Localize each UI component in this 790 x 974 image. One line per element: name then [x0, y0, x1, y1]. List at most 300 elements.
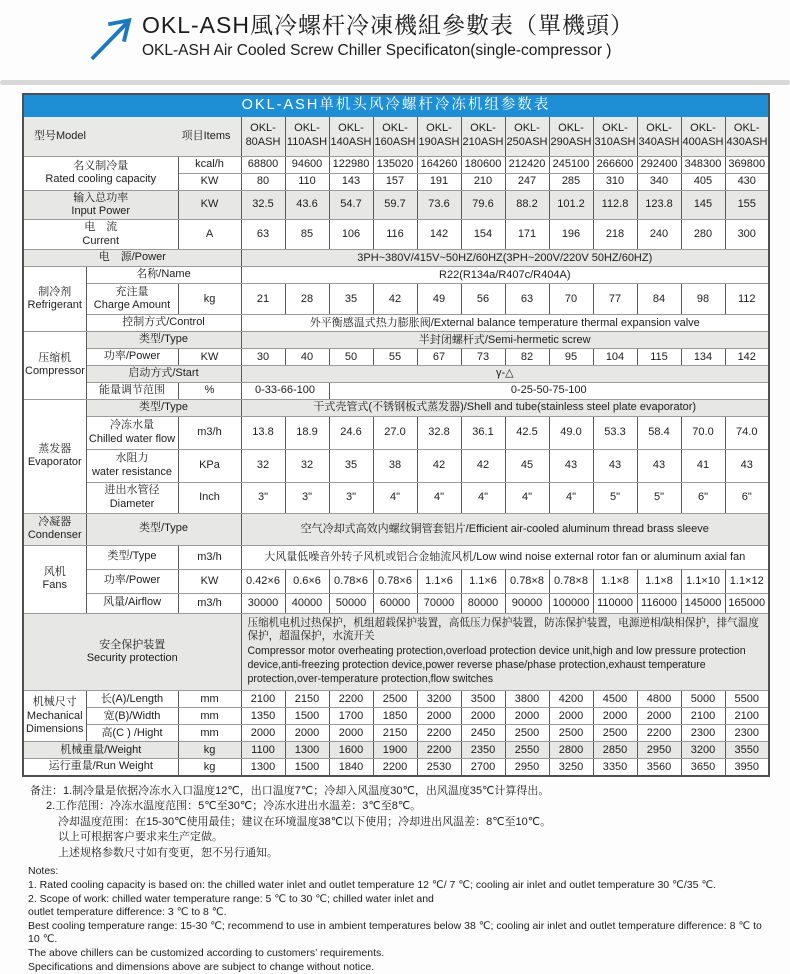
chilled-water-flow-row — [23, 416, 769, 449]
width-value-7: 2000 — [549, 708, 593, 725]
security-protection-value-0: 压缩机电机过热保护，机组超载保护装置，高低压力保护装置，防冻保护装置，电源逆相/缺相保护，排气温度保护，超温保护，水流开关 Compressor motor overheating protection,overload protection device unit,high and low pressure protection device,anti-freezing protection device,power reverse phase/phase protection,exhaust temperature protection,over-temperature protection,flow switches — [241, 613, 769, 691]
water-resistance-label: 水阻力 water resistance — [86, 449, 178, 482]
evaporator-type-value-0: 干式壳管式(不锈钢板式蒸发器)/Shell and tube(stainless steel plate evaporator) — [241, 399, 769, 416]
width-value-1: 1500 — [285, 708, 329, 725]
run-weight-row — [23, 759, 769, 776]
current-value-10: 280 — [681, 220, 725, 250]
pipe-diameter-label: 进出水管径 Diameter — [86, 482, 178, 513]
fan-power-value-0: 0.42×6 — [241, 569, 285, 593]
length-value-0: 2100 — [241, 691, 285, 708]
note-line-en: Notes: — [28, 865, 59, 878]
rated-capacity-kcal-value-10: 348300 — [681, 156, 725, 173]
water-resistance-value-6: 45 — [505, 449, 549, 482]
length-value-11: 5500 — [725, 691, 769, 708]
fan-power-value-10: 1.1×10 — [681, 569, 725, 593]
compressor-start-value-0: γ-△ — [241, 366, 769, 382]
length-label: 长(A)/Length — [86, 691, 178, 708]
input-power-value-1: 43.6 — [285, 190, 329, 220]
compressor-power-value-6: 82 — [505, 349, 549, 366]
energy-adjust-range-unit: % — [178, 382, 241, 399]
model-header-110ash: OKL- 110ASH — [285, 116, 329, 156]
refrigerant-control-value-0: 外平衡感温式热力膨胀阀/External balance temperature thermal expansion valve — [241, 315, 769, 332]
rated-capacity-kw-value-4: 191 — [417, 173, 461, 190]
rated-capacity-kcal-row — [23, 156, 769, 173]
notes-english — [0, 861, 790, 974]
airflow-value-4: 70000 — [417, 593, 461, 613]
refrigerant-charge-value-10: 98 — [681, 284, 725, 315]
table-banner: OKL-ASH单机头风冷螺杆冷冻机组参数表 — [23, 94, 769, 116]
chilled-water-flow-value-5: 36.1 — [461, 416, 505, 449]
weight-label: 机械重量/Weight — [23, 742, 178, 759]
input-power-value-6: 88.2 — [505, 190, 549, 220]
refrigerant-charge-value-6: 63 — [505, 284, 549, 315]
spec-table — [22, 93, 770, 777]
weight-value-5: 2350 — [461, 742, 505, 759]
water-resistance-row — [23, 449, 769, 482]
airflow-unit: m3/h — [178, 593, 241, 613]
rated-capacity-kw-value-11: 430 — [725, 173, 769, 190]
power-source-row — [23, 250, 769, 267]
model-header-250ash: OKL- 250ASH — [505, 116, 549, 156]
weight-value-11: 3550 — [725, 742, 769, 759]
rated-capacity-kcal-value-3: 135020 — [373, 156, 417, 173]
refrigerant-control-row — [23, 315, 769, 332]
water-resistance-value-9: 43 — [637, 449, 681, 482]
fan-type-value-0: 大风量低噪音外转子风机或铝合金轴流风机/Low wind noise external rotor fan or aluminum axial fan — [241, 545, 769, 569]
weight-value-9: 2950 — [637, 742, 681, 759]
note-line-en: Best cooling temperature range: 15-30 ℃; recommend to use in ambient temperatures below 38 ℃; cooling air inlet and outlet temperature difference: 8 ℃ to 10 ℃. — [28, 919, 762, 946]
airflow-value-6: 90000 — [505, 593, 549, 613]
length-row — [23, 691, 769, 708]
airflow-value-0: 30000 — [241, 593, 285, 613]
fan-power-value-3: 0.78×6 — [373, 569, 417, 593]
weight-value-6: 2550 — [505, 742, 549, 759]
height-value-9: 2200 — [637, 725, 681, 742]
refrigerant-charge-label: 充注量 Charge Amount — [86, 284, 178, 315]
refrigerant-control-label: 控制方式/Control — [86, 315, 241, 332]
airflow-value-3: 60000 — [373, 593, 417, 613]
compressor-type-group: 压缩机 Compressor — [23, 332, 86, 399]
compressor-power-label: 功率/Power — [86, 349, 178, 366]
fan-power-unit: KW — [178, 569, 241, 593]
input-power-value-3: 59.7 — [373, 190, 417, 220]
security-protection-label: 安全保护装置 Security protection — [23, 613, 241, 691]
width-unit: mm — [178, 708, 241, 725]
fan-type-unit: m3/h — [178, 545, 241, 569]
pipe-diameter-value-1: 3" — [285, 482, 329, 513]
compressor-power-row — [23, 349, 769, 366]
height-value-7: 2500 — [549, 725, 593, 742]
notes-chinese — [0, 777, 790, 862]
height-label: 高(C ) /Hight — [86, 725, 178, 742]
fan-power-value-5: 1.1×6 — [461, 569, 505, 593]
pipe-diameter-value-6: 4" — [505, 482, 549, 513]
pipe-diameter-value-8: 5" — [593, 482, 637, 513]
page-subtitle: OKL-ASH Air Cooled Screw Chiller Specificaton(single-compressor ) — [142, 42, 612, 59]
run-weight-unit: kg — [178, 759, 241, 776]
refrigerant-charge-value-3: 42 — [373, 284, 417, 315]
airflow-value-9: 116000 — [637, 593, 681, 613]
length-value-7: 4200 — [549, 691, 593, 708]
input-power-value-5: 79.6 — [461, 190, 505, 220]
width-value-0: 1350 — [241, 708, 285, 725]
evaporator-type-row — [23, 399, 769, 416]
rated-capacity-kw-unit: KW — [178, 173, 241, 190]
refrigerant-charge-value-7: 70 — [549, 284, 593, 315]
current-value-3: 116 — [373, 220, 417, 250]
model-header-140ash: OKL- 140ASH — [329, 116, 373, 156]
weight-value-1: 1300 — [285, 742, 329, 759]
weight-value-4: 2200 — [417, 742, 461, 759]
rated-capacity-kcal-value-2: 122980 — [329, 156, 373, 173]
pipe-diameter-value-11: 6" — [725, 482, 769, 513]
input-power-value-7: 101.2 — [549, 190, 593, 220]
chilled-water-flow-value-10: 70.0 — [681, 416, 725, 449]
input-power-value-0: 32.5 — [241, 190, 285, 220]
condenser-type-row — [23, 513, 769, 545]
compressor-type-label: 类型/Type — [86, 332, 241, 349]
fan-power-value-6: 0.78×8 — [505, 569, 549, 593]
current-label: 电 流 Current — [23, 220, 178, 250]
model-header-290ash: OKL- 290ASH — [549, 116, 593, 156]
model-header-310ash: OKL- 310ASH — [593, 116, 637, 156]
condenser-type-label: 类型/Type — [86, 513, 241, 545]
compressor-start-label: 启动方式/Start — [86, 366, 241, 382]
fan-power-value-2: 0.78×6 — [329, 569, 373, 593]
water-resistance-value-5: 42 — [461, 449, 505, 482]
run-weight-value-2: 1840 — [329, 759, 373, 776]
water-resistance-value-0: 32 — [241, 449, 285, 482]
current-value-1: 85 — [285, 220, 329, 250]
pipe-diameter-unit: Inch — [178, 482, 241, 513]
fan-power-value-4: 1.1×6 — [417, 569, 461, 593]
length-value-8: 4500 — [593, 691, 637, 708]
current-value-8: 218 — [593, 220, 637, 250]
refrigerant-charge-unit: kg — [178, 284, 241, 315]
width-value-11: 2100 — [725, 708, 769, 725]
rated-capacity-kw-value-7: 285 — [549, 173, 593, 190]
length-value-3: 2500 — [373, 691, 417, 708]
model-header-190ash: OKL- 190ASH — [417, 116, 461, 156]
water-resistance-value-3: 38 — [373, 449, 417, 482]
water-resistance-value-7: 43 — [549, 449, 593, 482]
fan-power-value-7: 0.78×8 — [549, 569, 593, 593]
rated-capacity-kcal-value-11: 369800 — [725, 156, 769, 173]
refrigerant-name-row — [23, 267, 769, 284]
current-value-6: 171 — [505, 220, 549, 250]
water-resistance-value-11: 43 — [725, 449, 769, 482]
corner-model-label: 型号Model — [34, 129, 86, 142]
water-resistance-value-4: 42 — [417, 449, 461, 482]
airflow-label: 风量/Airflow — [86, 593, 178, 613]
pipe-diameter-value-9: 5" — [637, 482, 681, 513]
refrigerant-charge-value-11: 112 — [725, 284, 769, 315]
current-value-0: 63 — [241, 220, 285, 250]
model-header-80ash: OKL- 80ASH — [241, 116, 285, 156]
compressor-type-row — [23, 332, 769, 349]
page-title: OKL-ASH風冷螺杆冷凍機組參數表（單機頭） — [142, 12, 634, 38]
chilled-water-flow-value-2: 24.6 — [329, 416, 373, 449]
note-line-en: outlet temperature difference: 3 ℃ to 8 ℃. — [28, 906, 227, 919]
note-line-en: The above chillers can be customized according to customers’ requirements. — [28, 946, 385, 959]
airflow-value-7: 100000 — [549, 593, 593, 613]
run-weight-value-8: 3350 — [593, 759, 637, 776]
refrigerant-charge-value-4: 49 — [417, 284, 461, 315]
weight-value-3: 1900 — [373, 742, 417, 759]
height-value-6: 2500 — [505, 725, 549, 742]
height-value-3: 2150 — [373, 725, 417, 742]
chilled-water-flow-value-11: 74.0 — [725, 416, 769, 449]
pipe-diameter-value-4: 4" — [417, 482, 461, 513]
chilled-water-flow-value-9: 58.4 — [637, 416, 681, 449]
refrigerant-charge-value-5: 56 — [461, 284, 505, 315]
rated-capacity-kw-value-6: 247 — [505, 173, 549, 190]
height-value-1: 2000 — [285, 725, 329, 742]
input-power-value-2: 54.7 — [329, 190, 373, 220]
refrigerant-charge-value-0: 21 — [241, 284, 285, 315]
run-weight-value-9: 3560 — [637, 759, 681, 776]
model-header-210ash: OKL- 210ASH — [461, 116, 505, 156]
current-value-11: 300 — [725, 220, 769, 250]
input-power-value-10: 145 — [681, 190, 725, 220]
spec-table-wrap — [0, 85, 790, 777]
height-value-8: 2500 — [593, 725, 637, 742]
airflow-value-5: 80000 — [461, 593, 505, 613]
power-source-label: 电 源/Power — [23, 250, 241, 267]
chilled-water-flow-label: 冷冻水量 Chilled water flow — [86, 416, 178, 449]
compressor-power-unit: KW — [178, 349, 241, 366]
energy-adjust-range-value-0: 0-33-66-100 — [241, 382, 329, 399]
input-power-value-9: 123.8 — [637, 190, 681, 220]
compressor-power-value-9: 115 — [637, 349, 681, 366]
length-unit: mm — [178, 691, 241, 708]
airflow-value-8: 110000 — [593, 593, 637, 613]
rated-capacity-kw-value-10: 405 — [681, 173, 725, 190]
chilled-water-flow-value-0: 13.8 — [241, 416, 285, 449]
condenser-type-group: 冷凝器 Condenser — [23, 513, 86, 545]
length-value-1: 2150 — [285, 691, 329, 708]
rated-capacity-kcal-value-0: 68800 — [241, 156, 285, 173]
current-unit: A — [178, 220, 241, 250]
rated-capacity-kw-value-1: 110 — [285, 173, 329, 190]
note-line-zh: 冷却温度范围：在15-30℃使用最佳；建议在环境温度38℃以下使用；冷却进出风温差：8℃至10℃。 — [58, 815, 552, 828]
note-line-zh: 2.工作范围：冷冻水温度范围：5℃至30℃；冷冻水进出水温差：3℃至8℃。 — [46, 800, 422, 813]
condenser-type-value-0: 空气冷却式高效内螺纹铜管套铝片/Efficient air-cooled aluminum thread brass sleeve — [241, 513, 769, 545]
fan-power-row — [23, 569, 769, 593]
run-weight-value-5: 2700 — [461, 759, 505, 776]
refrigerant-charge-value-8: 77 — [593, 284, 637, 315]
compressor-type-value-0: 半封闭螺杆式/Semi-hermetic screw — [241, 332, 769, 349]
model-items-corner-cell — [23, 116, 241, 156]
run-weight-value-3: 2200 — [373, 759, 417, 776]
height-unit: mm — [178, 725, 241, 742]
input-power-unit: KW — [178, 190, 241, 220]
refrigerant-charge-row — [23, 284, 769, 315]
pipe-diameter-value-7: 4" — [549, 482, 593, 513]
compressor-start-row — [23, 366, 769, 382]
height-value-4: 2200 — [417, 725, 461, 742]
run-weight-value-7: 3250 — [549, 759, 593, 776]
compressor-power-value-1: 40 — [285, 349, 329, 366]
current-value-9: 240 — [637, 220, 681, 250]
length-value-4: 3200 — [417, 691, 461, 708]
refrigerant-charge-value-2: 35 — [329, 284, 373, 315]
compressor-power-value-3: 55 — [373, 349, 417, 366]
rated-capacity-kw-value-5: 210 — [461, 173, 505, 190]
pipe-diameter-value-0: 3" — [241, 482, 285, 513]
energy-adjust-range-value-1: 0-25-50-75-100 — [329, 382, 769, 399]
model-header-340ash: OKL- 340ASH — [637, 116, 681, 156]
water-resistance-unit: KPa — [178, 449, 241, 482]
pipe-diameter-value-2: 3" — [329, 482, 373, 513]
current-value-5: 154 — [461, 220, 505, 250]
model-header-430ash: OKL- 430ASH — [725, 116, 769, 156]
corner-items-label: 项目Items — [181, 129, 231, 142]
arrow-up-right-icon — [84, 12, 136, 66]
refrigerant-name-value-0: R22(R134a/R407c/R404A) — [241, 267, 769, 284]
height-value-5: 2450 — [461, 725, 505, 742]
weight-value-7: 2800 — [549, 742, 593, 759]
note-line-zh: 备注：1.制冷量是依据冷冻水入口温度12℃，出口温度7℃；冷却入风温度30℃，出风温度35℃计算得出。 — [30, 784, 550, 797]
airflow-value-11: 165000 — [725, 593, 769, 613]
pipe-diameter-row — [23, 482, 769, 513]
current-value-2: 106 — [329, 220, 373, 250]
weight-value-8: 2850 — [593, 742, 637, 759]
width-value-3: 1850 — [373, 708, 417, 725]
fan-power-value-8: 1.1×8 — [593, 569, 637, 593]
airflow-value-2: 50000 — [329, 593, 373, 613]
compressor-power-value-10: 134 — [681, 349, 725, 366]
rated-capacity-kw-value-3: 157 — [373, 173, 417, 190]
fan-type-row — [23, 545, 769, 569]
pipe-diameter-value-10: 6" — [681, 482, 725, 513]
input-power-label: 输入总功率 Input Power — [23, 190, 178, 220]
note-line-en: 1. Rated cooling capacity is based on: the chilled water inlet and outlet temperature 12 ℃/ 7 ℃; cooling air inlet and outlet temperature 30 ℃/35 ℃. — [28, 878, 717, 891]
width-label: 宽(B)/Width — [86, 708, 178, 725]
width-value-9: 2000 — [637, 708, 681, 725]
height-value-2: 2000 — [329, 725, 373, 742]
compressor-power-value-11: 142 — [725, 349, 769, 366]
rated-capacity-kw-value-2: 143 — [329, 173, 373, 190]
energy-adjust-range-row — [23, 382, 769, 399]
width-value-5: 2000 — [461, 708, 505, 725]
refrigerant-name-group: 制冷剂 Refrigerant — [23, 267, 86, 332]
width-value-10: 2100 — [681, 708, 725, 725]
refrigerant-name-label: 名称/Name — [86, 267, 241, 284]
length-value-2: 2200 — [329, 691, 373, 708]
page-header — [0, 0, 790, 76]
height-row — [23, 725, 769, 742]
run-weight-value-0: 1300 — [241, 759, 285, 776]
run-weight-value-4: 2530 — [417, 759, 461, 776]
model-header-400ash: OKL- 400ASH — [681, 116, 725, 156]
run-weight-value-6: 2950 — [505, 759, 549, 776]
weight-row — [23, 742, 769, 759]
rated-capacity-kw-value-9: 340 — [637, 173, 681, 190]
rated-capacity-kcal-value-8: 266600 — [593, 156, 637, 173]
fan-power-value-9: 1.1×8 — [637, 569, 681, 593]
compressor-power-value-5: 73 — [461, 349, 505, 366]
rated-capacity-kcal-unit: kcal/h — [178, 156, 241, 173]
chilled-water-flow-value-4: 32.8 — [417, 416, 461, 449]
chilled-water-flow-unit: m3/h — [178, 416, 241, 449]
length-group: 机械尺寸 Mechanical Dimensions — [23, 691, 86, 742]
rated-capacity-kw-value-0: 80 — [241, 173, 285, 190]
current-value-7: 196 — [549, 220, 593, 250]
rated-capacity-kcal-value-4: 164260 — [417, 156, 461, 173]
input-power-value-8: 112.8 — [593, 190, 637, 220]
evaporator-type-label: 类型/Type — [86, 399, 241, 416]
evaporator-type-group: 蒸发器 Evaporator — [23, 399, 86, 513]
fan-power-value-11: 1.1×12 — [725, 569, 769, 593]
width-value-8: 2000 — [593, 708, 637, 725]
height-value-10: 2300 — [681, 725, 725, 742]
water-resistance-value-1: 32 — [285, 449, 329, 482]
pipe-diameter-value-5: 4" — [461, 482, 505, 513]
weight-value-2: 1600 — [329, 742, 373, 759]
model-header-160ash: OKL- 160ASH — [373, 116, 417, 156]
compressor-power-value-0: 30 — [241, 349, 285, 366]
compressor-power-value-4: 67 — [417, 349, 461, 366]
water-resistance-value-8: 43 — [593, 449, 637, 482]
chilled-water-flow-value-1: 18.9 — [285, 416, 329, 449]
refrigerant-charge-value-1: 28 — [285, 284, 329, 315]
airflow-value-10: 145000 — [681, 593, 725, 613]
weight-value-0: 1100 — [241, 742, 285, 759]
length-value-6: 3800 — [505, 691, 549, 708]
compressor-power-value-7: 95 — [549, 349, 593, 366]
rated-capacity-kcal-value-7: 245100 — [549, 156, 593, 173]
pipe-diameter-value-3: 4" — [373, 482, 417, 513]
note-line-zh: 以上可根据客户要求来生产定做。 — [58, 831, 223, 844]
water-resistance-value-10: 41 — [681, 449, 725, 482]
note-line-en: 2. Scope of work: chilled water temperature range: 5 ℃ to 30 ℃; chilled water inlet and — [28, 892, 434, 905]
input-power-value-4: 73.6 — [417, 190, 461, 220]
length-value-9: 4800 — [637, 691, 681, 708]
rated-capacity-kcal-label: 名义制冷量 Rated cooling capacity — [23, 156, 178, 190]
rated-capacity-kw-value-8: 310 — [593, 173, 637, 190]
width-row — [23, 708, 769, 725]
chilled-water-flow-value-6: 42.5 — [505, 416, 549, 449]
rated-capacity-kcal-value-9: 292400 — [637, 156, 681, 173]
current-row — [23, 220, 769, 250]
run-weight-label: 运行重量/Run Weight — [23, 759, 178, 776]
chilled-water-flow-value-7: 49.0 — [549, 416, 593, 449]
input-power-row — [23, 190, 769, 220]
compressor-power-value-8: 104 — [593, 349, 637, 366]
height-value-11: 2300 — [725, 725, 769, 742]
fan-power-label: 功率/Power — [86, 569, 178, 593]
airflow-row — [23, 593, 769, 613]
weight-unit: kg — [178, 742, 241, 759]
current-value-4: 142 — [417, 220, 461, 250]
compressor-power-value-2: 50 — [329, 349, 373, 366]
rated-capacity-kcal-value-5: 180600 — [461, 156, 505, 173]
length-value-5: 3500 — [461, 691, 505, 708]
chilled-water-flow-value-3: 27.0 — [373, 416, 417, 449]
note-line-en: Specifications and dimensions above are subject to change without notice. — [28, 960, 375, 973]
chilled-water-flow-value-8: 53.3 — [593, 416, 637, 449]
refrigerant-charge-value-9: 84 — [637, 284, 681, 315]
note-line-zh: 上述规格参数尺寸如有变更，恕不另行通知。 — [58, 846, 278, 859]
rated-capacity-kcal-value-1: 94600 — [285, 156, 329, 173]
height-value-0: 2000 — [241, 725, 285, 742]
rated-capacity-kcal-value-6: 212420 — [505, 156, 549, 173]
fan-type-group: 风机 Fans — [23, 545, 86, 613]
fan-power-value-1: 0.6×6 — [285, 569, 329, 593]
run-weight-value-1: 1500 — [285, 759, 329, 776]
security-protection-row — [23, 613, 769, 691]
